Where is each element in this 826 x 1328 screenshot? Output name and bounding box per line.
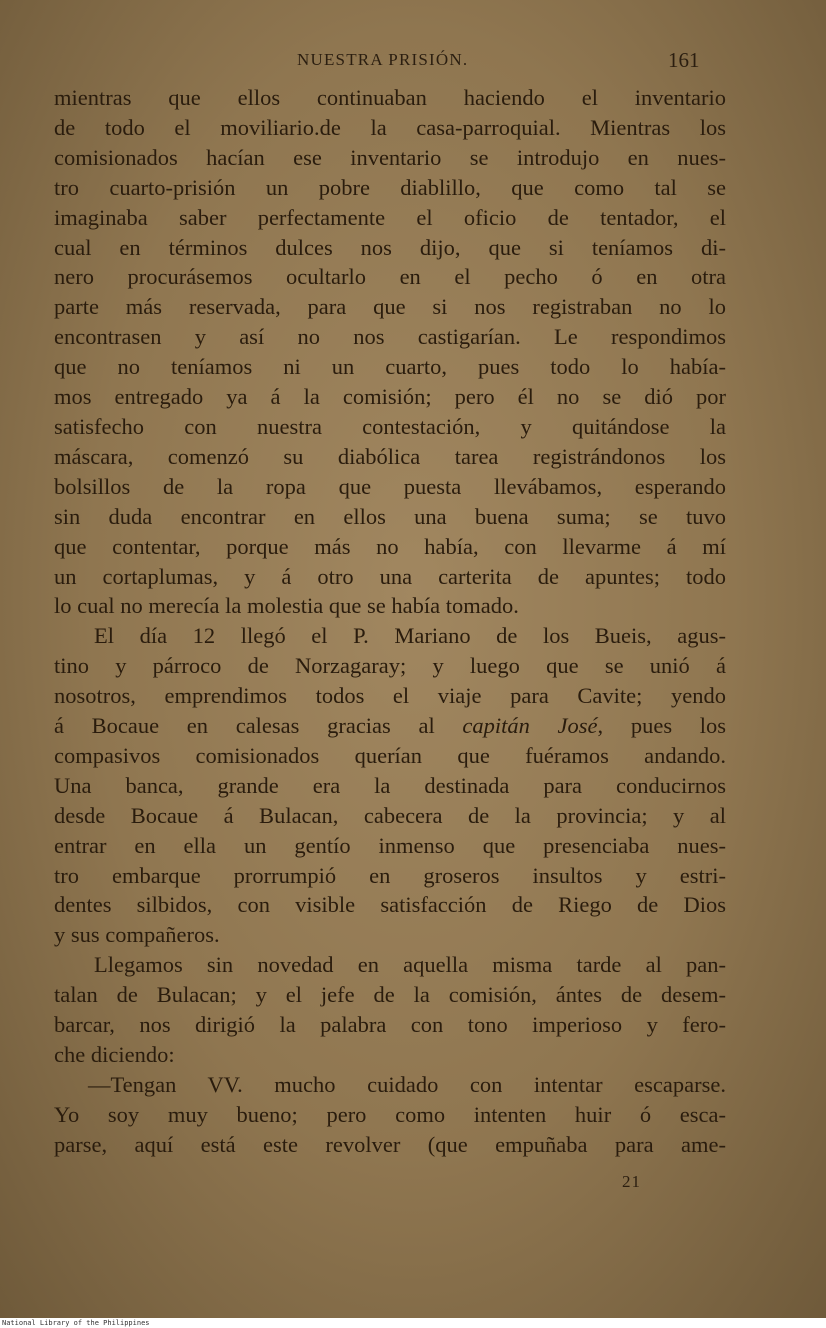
text-line: tino y párroco de Norzagaray; y luego que se unió á	[54, 653, 726, 679]
running-title: NUESTRA PRISIÓN.	[297, 50, 469, 69]
text-line: tro cuarto-prisión un pobre diablillo, que como tal se	[54, 174, 726, 200]
signature-mark: 21	[622, 1172, 641, 1191]
text-line: sin duda encontrar en ellos una buena suma; se tuvo	[54, 503, 726, 529]
text-line: parse, aquí está este revolver (que empuñaba para ame-	[54, 1131, 726, 1157]
text-line: che diciendo:	[54, 1042, 175, 1067]
text-line: barcar, nos dirigió la palabra con tono imperioso y fero-	[54, 1012, 726, 1038]
text-line: tro embarque prorrumpió en groseros insultos y estri-	[54, 862, 726, 888]
text-line: Una banca, grande era la destinada para conducirnos	[54, 772, 726, 798]
text-line: dentes silbidos, con visible satisfacción de Riego de Dios	[54, 892, 726, 918]
text-line: imaginaba saber perfectamente el oficio de tentador, el	[54, 204, 726, 230]
text-segment: , pues los	[597, 713, 726, 739]
italic-name: capitán José	[462, 713, 598, 739]
text-line: de todo el moviliario.de la casa-parroquial. Mientras los	[54, 114, 726, 140]
text-line: cual en términos dulces nos dijo, que si teníamos di-	[54, 234, 726, 260]
text-line: nosotros, emprendimos todos el viaje para Cavite; yendo	[54, 683, 726, 709]
text-line: El día 12 llegó el P. Mariano de los Bueis, agus-	[94, 623, 726, 649]
text-line: bolsillos de la ropa que puesta llevábamos, esperando	[54, 473, 726, 499]
text-line: lo cual no merecía la molestia que se había tomado.	[54, 593, 519, 619]
text-line: y sus compañeros.	[54, 922, 220, 948]
text-line: satisfecho con nuestra contestación, y quitándose la	[54, 413, 726, 439]
text-line: Yo soy muy bueno; pero como intenten huir ó esca-	[54, 1101, 726, 1127]
text-line: —Tengan VV. mucho cuidado con intentar escaparse.	[88, 1071, 726, 1097]
text-segment: á Bocaue en calesas gracias al	[54, 713, 435, 739]
text-line: mientras que ellos continuaban haciendo el inventario	[54, 85, 726, 110]
text-line: que no teníamos ni un cuarto, pues todo lo había-	[54, 354, 726, 380]
body-text	[54, 83, 726, 1160]
text-line: desde Bocaue á Bulacan, cabecera de la provincia; y al	[54, 802, 726, 828]
text-line: parte más reservada, para que si nos registraban no lo	[54, 294, 726, 320]
text-line: un cortaplumas, y á otro una carterita de apuntes; todo	[54, 563, 726, 589]
text-line: nero procurásemos ocultarlo en el pecho ó en otra	[54, 264, 726, 290]
text-line: mos entregado ya á la comisión; pero él no se dió por	[54, 384, 726, 410]
page-number: 161	[668, 48, 700, 72]
text-line: compasivos comisionados querían que fuéramos andando.	[54, 742, 726, 768]
text-line: máscara, comenzó su diabólica tarea registrándonos los	[54, 443, 726, 469]
text-line: comisionados hacían ese inventario se introdujo en nues-	[54, 144, 726, 170]
text-line: que contentar, porque más no había, con llevarme á mí	[54, 533, 726, 559]
page-header	[0, 50, 826, 78]
text-line-mixed	[54, 711, 726, 741]
text-line: encontrasen y así no nos castigarían. Le respondimos	[54, 324, 726, 350]
scan-credit: National Library of the Philippines	[2, 1319, 150, 1327]
text-line: talan de Bulacan; y el jefe de la comisión, ántes de desem-	[54, 982, 726, 1008]
text-line: entrar en ella un gentío inmenso que presenciaba nues-	[54, 832, 726, 858]
text-line: Llegamos sin novedad en aquella misma tarde al pan-	[94, 952, 726, 978]
